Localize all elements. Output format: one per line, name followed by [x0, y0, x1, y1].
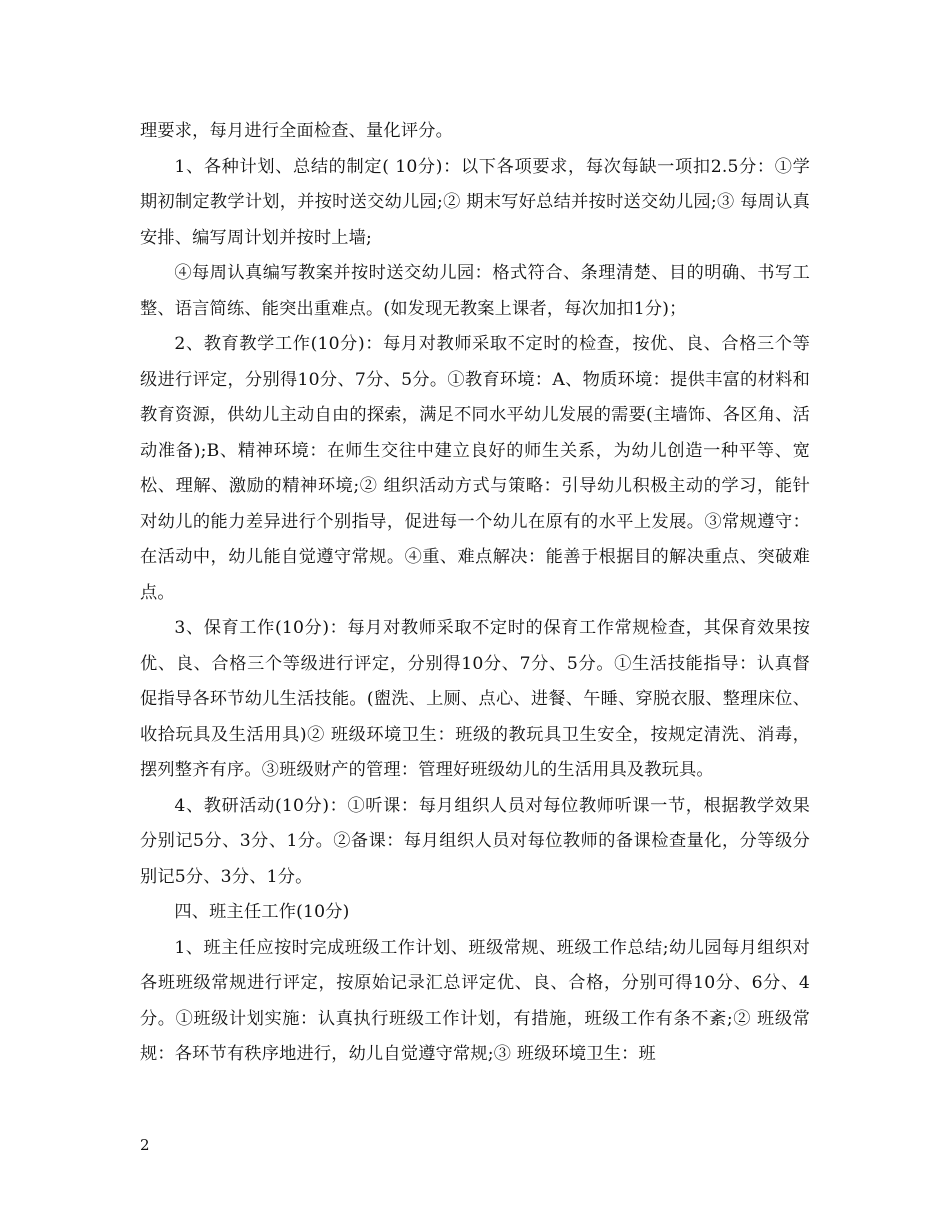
page-number: 2	[140, 1136, 150, 1154]
paragraph-teaching-work: 2、教育教学工作(10分)：每月对教师采取不定时的检查，按优、良、合格三个等级进行评定，分别得10分、7分、5分。①教育环境：A、物质环境：提供丰富的材料和教育资源，供幼儿主动自由的探索，满足不同水平幼儿发展的需要(主墙饰、各区角、活动准备);B、精神环境：在师生交往中建立良好的师生关系，为幼儿创造一种平等、宽松、理解、激励的精神环境;② 组织活动方式与策略：引导幼儿积极主动的学习，能针对幼儿的能力差异进行个别指导，促进每一个幼儿在原有的水平上发展。③常规遵守：在活动中，幼儿能自觉遵守常规。④重、难点解决：能善于根据目的解决重点、突破难点。	[140, 334, 810, 603]
paragraph-class-teacher-duties: 1、班主任应按时完成班级工作计划、班级常规、班级工作总结;幼儿园每月组织对各班班级常规进行评定，按原始记录汇总评定优、良、合格，分别可得10分、6分、4分。①班级计划实施：认真执行班级工作计划，有措施，班级工作有条不紊;② 班级常规：各环节有秩序地进行，幼儿自觉遵守常规;③ 班级环境卫生：班	[140, 937, 810, 1064]
paragraph-plans-summaries: 1、各种计划、总结的制定( 10分)：以下各项要求，每次每缺一项扣2.5分：①学期初制定教学计划，并按时送交幼儿园;② 期末写好总结并按时送交幼儿园;③ 每周认真安排、编写周计划并按时上墙;	[140, 156, 810, 248]
paragraph-continuation: 理要求，每月进行全面检查、量化评分。	[140, 121, 453, 141]
body-text	[140, 114, 810, 1073]
paragraph-research-activity: 4、教研活动(10分)：①听课：每月组织人员对每位教师听课一节，根据教学效果分别记5分、3分、1分。②备课：每月组织人员对每位教师的备课检查量化，分等级分别记5分、3分、1分。	[140, 795, 810, 887]
paragraph-lesson-plans: ④每周认真编写教案并按时送交幼儿园：格式符合、条理清楚、目的明确、书写工整、语言简练、能突出重难点。(如发现无教案上课者，每次加扣1分)；	[140, 263, 810, 319]
paragraph-care-work: 3、保育工作(10分)：每月对教师采取不定时的保育工作常规检查，其保育效果按优、良、合格三个等级进行评定，分别得10分、7分、5分。①生活技能指导：认真督促指导各环节幼儿生活技能。(盥洗、上厕、点心、进餐、午睡、穿脱衣服、整理床位、收拾玩具及生活用具)② 班级环境卫生：班级的教玩具卫生安全，按规定清洗、消毒，摆列整齐有序。③班级财产的管理：管理好班级幼儿的生活用具及教玩具。	[140, 618, 810, 780]
section-heading-class-teacher: 四、班主任工作(10分)	[174, 902, 350, 922]
